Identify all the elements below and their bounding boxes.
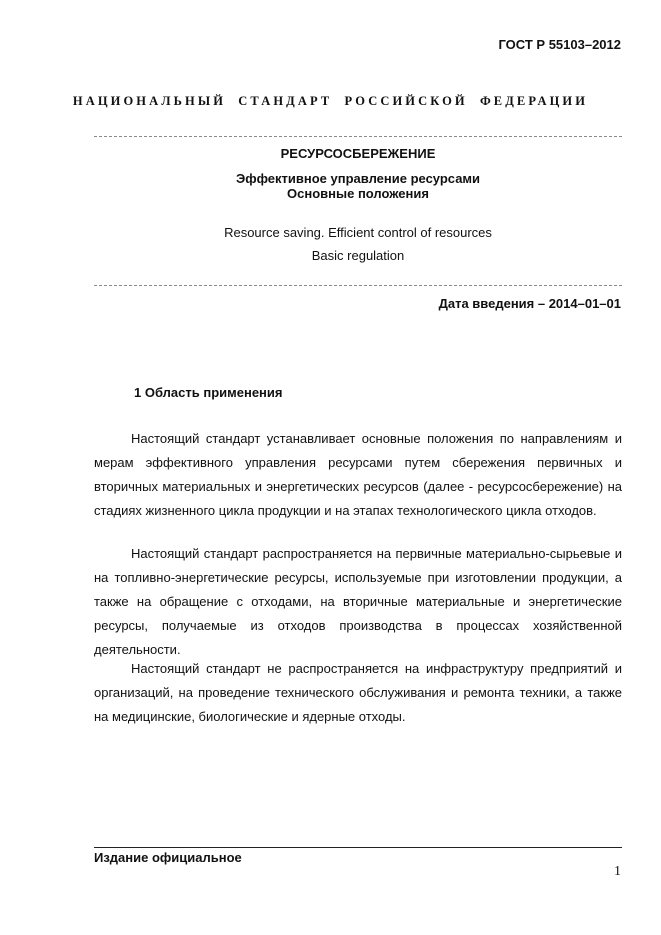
- subtitle-line-1: Эффективное управление ресурсами: [235, 171, 481, 186]
- national-standard-title: НАЦИОНАЛЬНЫЙ СТАНДАРТ РОССИЙСКОЙ ФЕДЕРАЦИИ: [72, 94, 589, 108]
- standard-code: ГОСТ Р 55103–2012: [498, 37, 621, 52]
- document-title: РЕСУРСОСБЕРЕЖЕНИЕ: [280, 146, 436, 161]
- page-number: 1: [614, 864, 621, 879]
- subtitle-line-2: Основные положения: [287, 186, 429, 201]
- english-title-line-1: Resource saving. Efficient control of resources: [224, 225, 492, 240]
- english-title-line-2: Basic regulation: [311, 248, 405, 263]
- document-subtitle: [94, 171, 622, 201]
- paragraph-1: Настоящий стандарт устанавливает основные положения по направлениям и мерам эффективного управления ресурсами путем сбережения первичных и вторичных материальных и энергетических ресурсов (далее - ресурсосбережение) на стадиях жизненного цикла продукции и на этапах технологического цикла отходов.: [94, 431, 622, 518]
- paragraph-2: Настоящий стандарт распространяется на первичные материально-сырьевые и на топливно-энергетические ресурсы, используемые при изготовлении продукции, а также на обращение с отходами, на вторичные материальные и энергетические ресурсы, получаемые из отходов производства в процессах хозяйственной деятельности.: [94, 546, 622, 657]
- top-divider: [94, 136, 622, 137]
- middle-divider: [94, 285, 622, 286]
- official-edition-label: Издание официальное: [94, 850, 242, 865]
- footer-divider: [94, 847, 622, 848]
- section-heading: 1 Область применения: [134, 385, 283, 400]
- paragraph-3: Настоящий стандарт не распространяется на инфраструктуру предприятий и организаций, на проведение технического обслуживания и ремонта техники, а также на медицинские, биологические и ядерные отходы.: [94, 661, 622, 724]
- introduction-date: Дата введения – 2014–01–01: [438, 296, 621, 311]
